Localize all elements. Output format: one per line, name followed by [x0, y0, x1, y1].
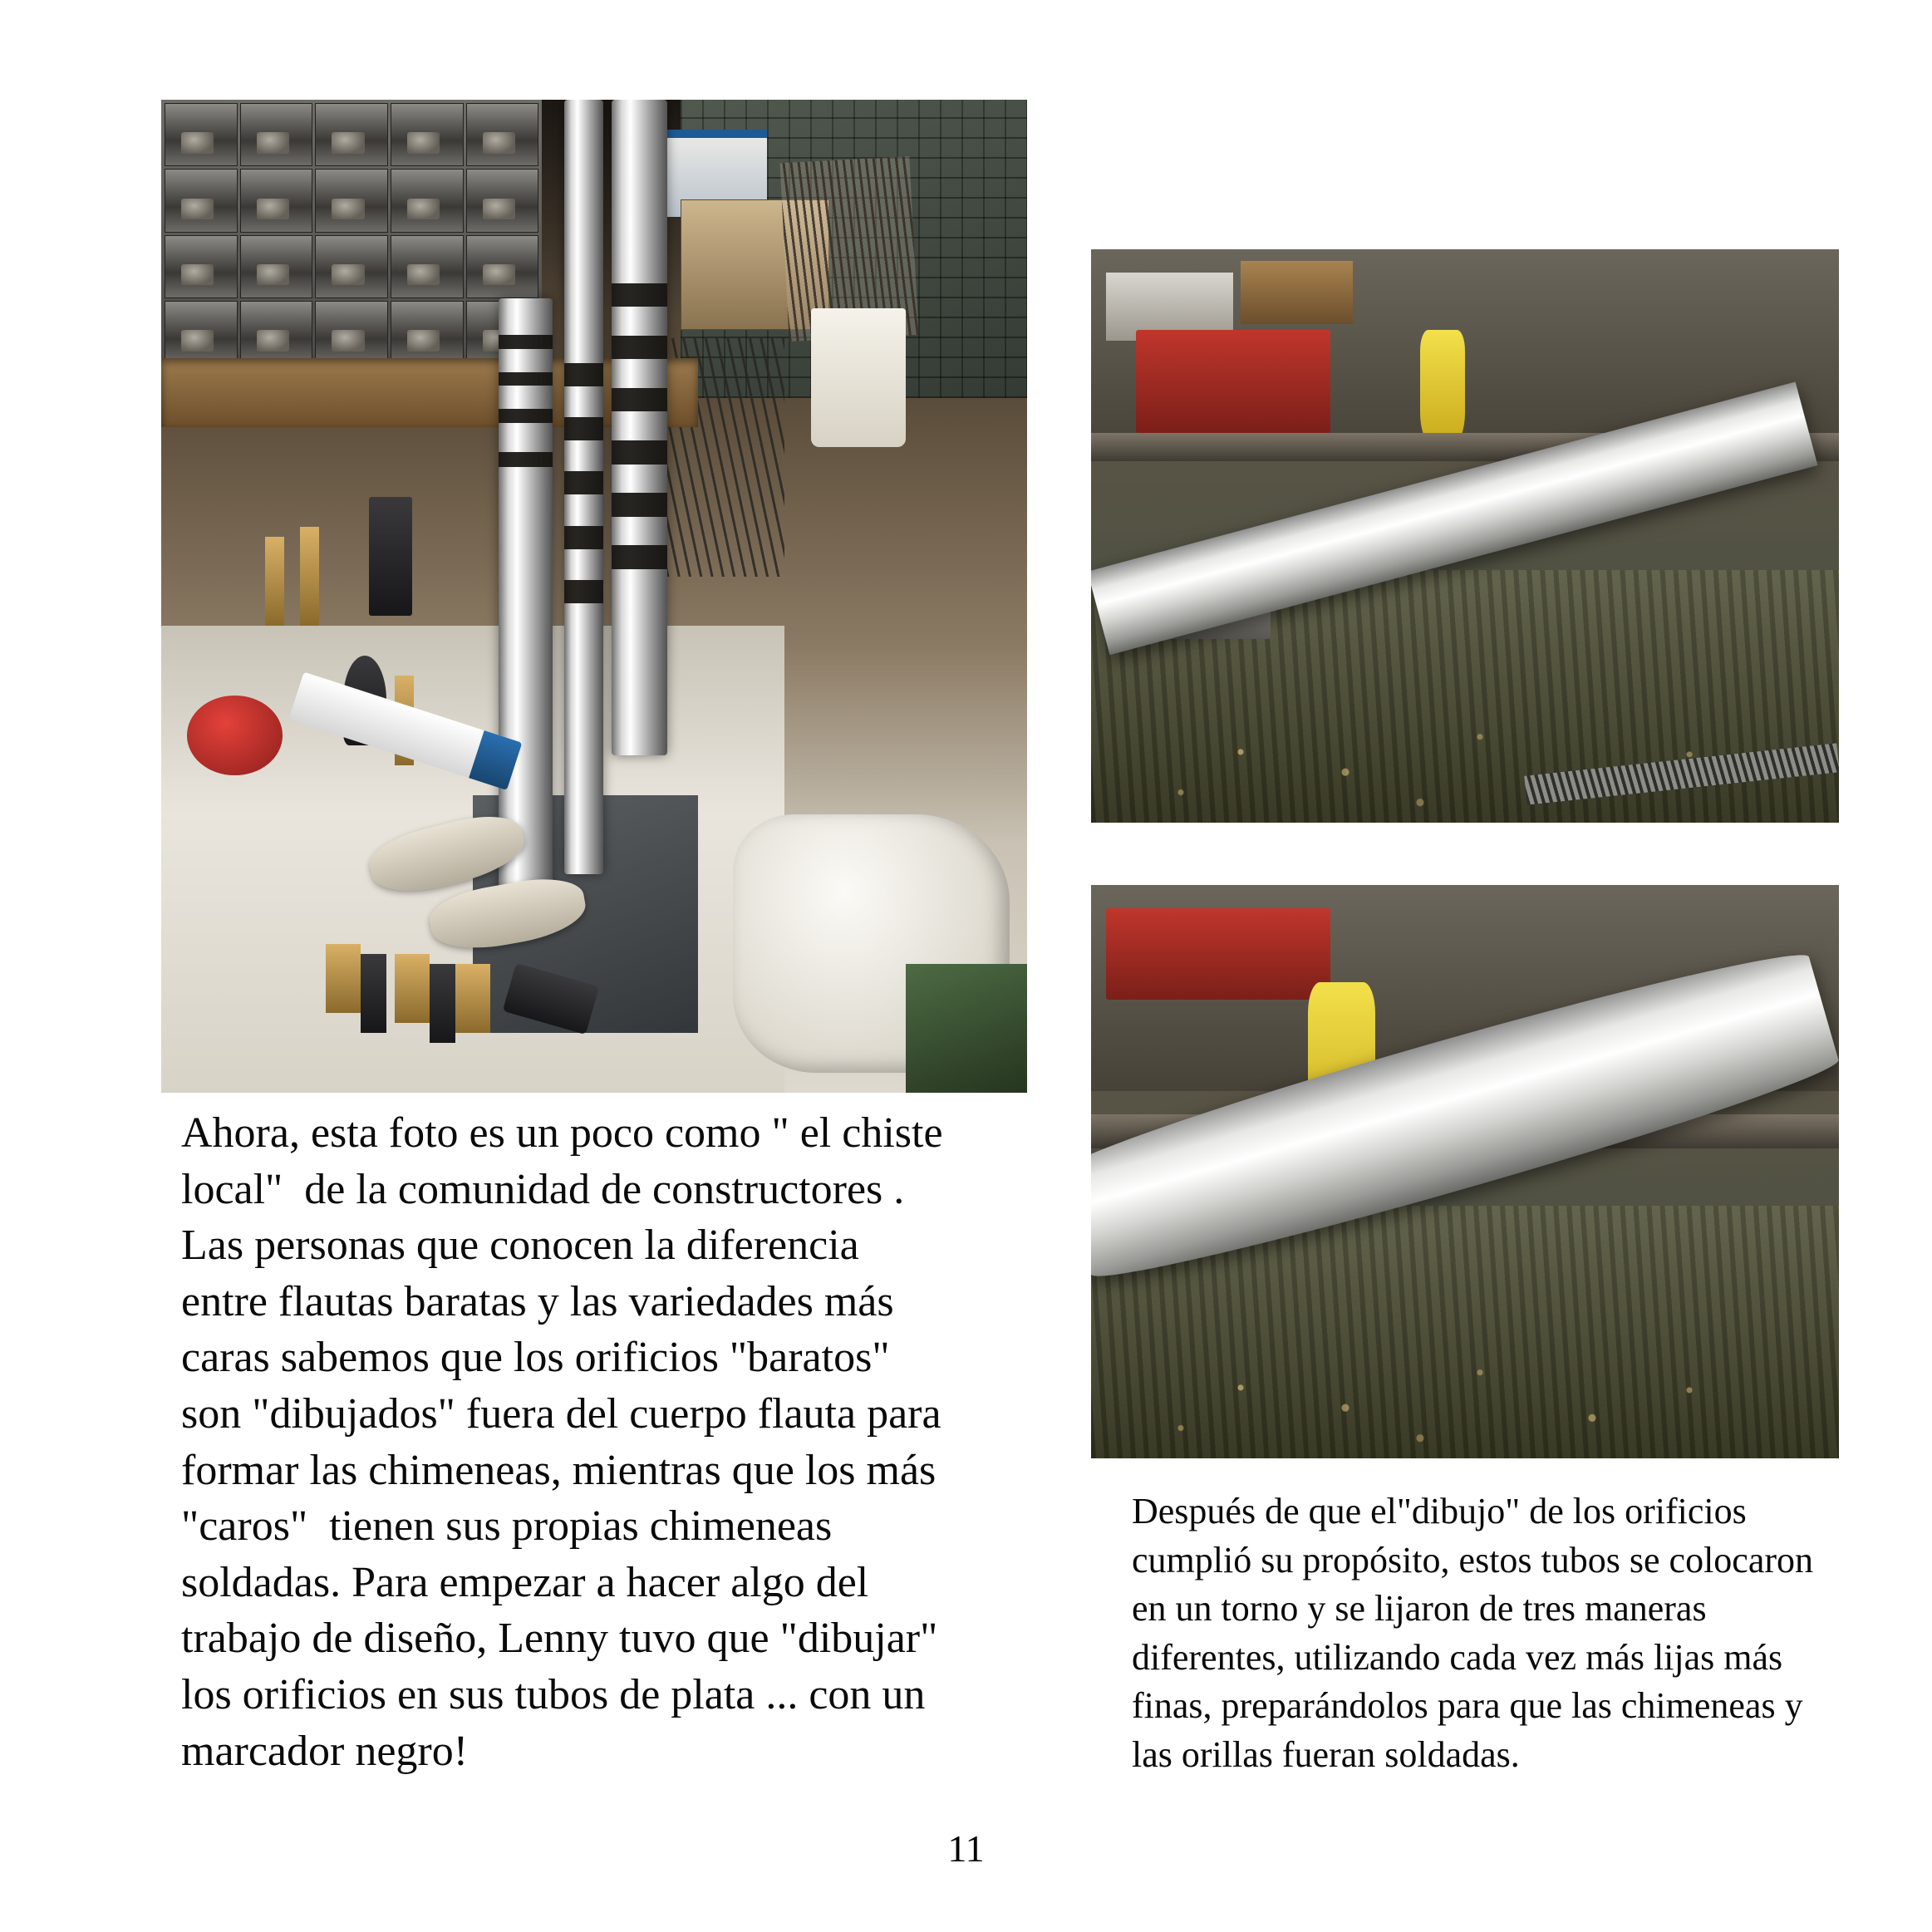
- parts-bin: [466, 103, 539, 166]
- parts-bin: [315, 301, 388, 364]
- parts-bin: [165, 169, 238, 232]
- parts-bin-cabinet: [161, 100, 542, 368]
- parts-bin: [315, 103, 388, 166]
- brass-block: [326, 944, 361, 1014]
- tool-cup: [811, 308, 907, 447]
- brass-block: [395, 954, 430, 1024]
- workbench-photo: [161, 100, 1027, 1093]
- lathe-top-photo: [1091, 249, 1839, 823]
- parts-bin: [391, 103, 464, 166]
- parts-bin: [315, 169, 388, 232]
- parts-bin: [240, 169, 313, 232]
- parts-bin: [466, 235, 539, 298]
- marker-bands: [564, 100, 604, 874]
- red-container-lid: [187, 696, 283, 775]
- silver-flute-tube: [612, 100, 667, 755]
- steel-block: [361, 954, 386, 1034]
- yellow-oil-bottle: [1420, 330, 1465, 445]
- silver-flute-tube: [564, 100, 604, 874]
- parts-bin: [240, 301, 313, 364]
- parts-bin: [391, 169, 464, 232]
- parts-bin: [165, 301, 238, 364]
- brass-rod: [300, 527, 319, 627]
- page-number: 11: [947, 1827, 985, 1870]
- parts-bin: [466, 169, 539, 232]
- red-machine-part: [1106, 908, 1330, 1000]
- right-column-caption: Después de que el"dibujo" de los orificios cumplió su propósito, estos tubos se colocaron en un torno y se lijaron de tres maneras diferentes, utilizando cada vez más lijas más finas, preparándolos para que las chimeneas y las orillas fueran soldadas.: [1132, 1491, 1823, 1775]
- green-glove: [906, 964, 1027, 1093]
- parts-bin: [391, 235, 464, 298]
- parts-bin: [391, 301, 464, 364]
- parts-bin: [240, 235, 313, 298]
- lathe-bottom-photo: [1091, 885, 1839, 1458]
- left-column-caption: Ahora, esta foto es un poco como " el chiste local" de la comunidad de constructores . Las personas que conocen la diferencia entre flautas baratas y las variedades más caras sabemos que los orificios "baratos" son "dibujados" fuera del cuerpo flauta para formar las chimeneas, mientras que los más "caros" tienen sus propias chimeneas soldadas. Para empezar a hacer algo del trabajo de diseño, Lenny tuvo que "dibujar" los orificios en sus tubos de plata ... con un marcador negro!: [181, 1109, 954, 1775]
- parts-bin: [240, 103, 313, 166]
- brass-rod: [265, 537, 284, 627]
- steel-block: [430, 964, 455, 1044]
- marker-bands: [612, 100, 667, 755]
- parts-bin: [315, 235, 388, 298]
- parts-bin: [165, 235, 238, 298]
- parts-bin: [165, 103, 238, 166]
- black-tool-handle: [369, 497, 412, 616]
- cardboard-box: [1241, 261, 1353, 324]
- brass-block: [455, 964, 490, 1034]
- red-machine-part: [1136, 330, 1330, 433]
